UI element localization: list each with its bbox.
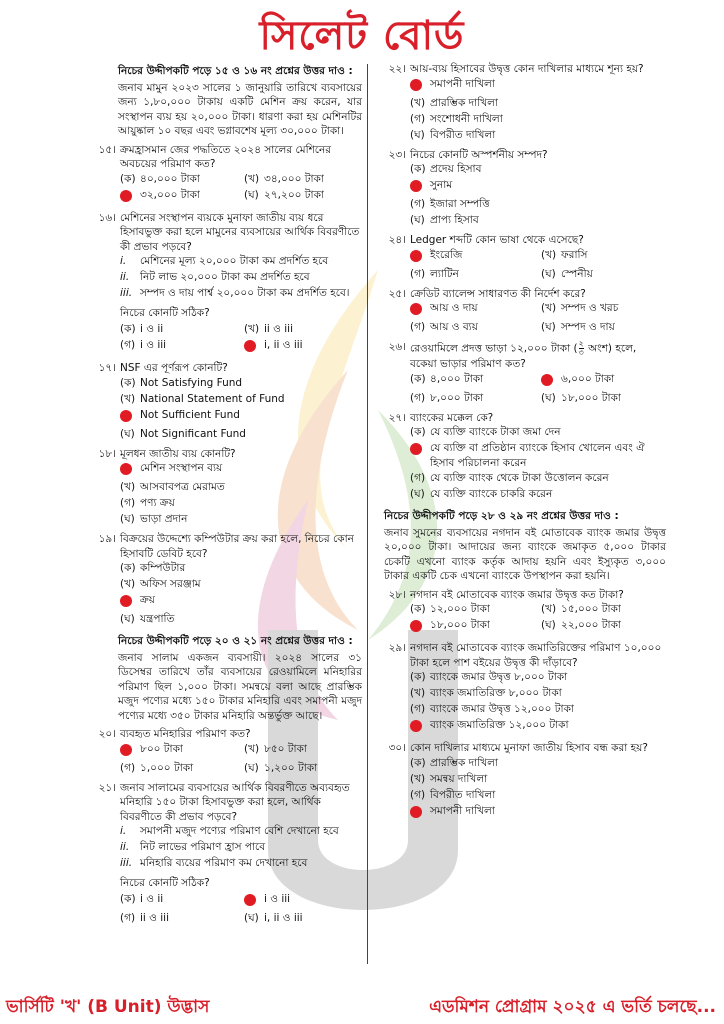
option-ga[interactable]: (গ) ইজারা সম্পত্তি bbox=[410, 198, 490, 210]
footer-brand: ভার্সিটি 'খ' (B Unit) উদ্ভাস bbox=[6, 997, 210, 1017]
question-number: ২৭। bbox=[388, 411, 406, 424]
option-gha[interactable]: (ঘ) বিপরীত দাখিলা bbox=[410, 128, 496, 141]
fraction: $\frac{২}{৩}$ bbox=[578, 339, 584, 357]
option-gha[interactable]: (ঘ) সম্পদ ও দায় bbox=[541, 321, 615, 333]
stimulus-intro: নিচের উদ্দীপকটি পড়ে ১৫ ও ১৬ নং প্রশ্নের উত্তর দাও : bbox=[118, 65, 353, 77]
answer-dot-icon bbox=[541, 374, 553, 386]
option-kha[interactable]: (খ) প্রারম্ভিক দাখিলা bbox=[410, 96, 498, 109]
option-kha[interactable]: (খ) অফিস সরঞ্জাম bbox=[120, 578, 201, 590]
page-title: সিলেট বোর্ড bbox=[259, 13, 465, 59]
question-text: নগদান বই মোতাবেক ব্যাংক জমাতিরিক্তের পরিমাণ ১০,০০০ টাকা হলে পাশ বইয়ের উদ্বৃত্ত কী দাঁড়াবে? bbox=[410, 642, 662, 669]
option-ka[interactable]: (ক) Not Satisfying Fund bbox=[120, 376, 243, 389]
question-text: ব্যবহৃত মনিহারির পরিমাণ কত? bbox=[120, 728, 251, 740]
option-ga[interactable]: (গ) ৮,০০০ টাকা bbox=[410, 391, 484, 404]
question-23 bbox=[374, 148, 666, 230]
option-kha[interactable]: (খ) সমন্বয় দাখিলা bbox=[410, 772, 488, 785]
option-ka[interactable]: (ক) প্রদেয় হিসাব bbox=[410, 163, 482, 175]
options bbox=[120, 892, 362, 927]
option-text: ৩২,০০০ টাকা bbox=[140, 188, 200, 201]
question-27 bbox=[374, 411, 666, 504]
question-21 bbox=[84, 781, 362, 928]
right-column bbox=[374, 62, 666, 823]
question-15 bbox=[84, 143, 362, 207]
option-ka[interactable]: ৮০০ টাকা bbox=[120, 742, 238, 761]
statement-i: i. সমাপনী মজুদ পণ্যের পরিমাণ বেশি দেখানো হবে bbox=[120, 825, 339, 837]
question-17 bbox=[84, 361, 362, 443]
question-30 bbox=[374, 741, 666, 823]
option-ga[interactable]: (গ) বিপরীত দাখিলা bbox=[410, 788, 496, 801]
options bbox=[410, 756, 666, 823]
question-number: ১৭। bbox=[98, 362, 116, 374]
option-kha[interactable]: (খ) National Statement of Fund bbox=[120, 392, 285, 405]
question-number: ১৫। bbox=[98, 143, 116, 156]
option-kha[interactable]: (খ) ব্যাংক জমাতিরিক্ত ৮,০০০ টাকা bbox=[410, 687, 562, 699]
question-28 bbox=[374, 588, 666, 638]
options bbox=[410, 425, 666, 503]
question-text: নিচের কোনটি অস্পর্শনীয় সম্পদ? bbox=[410, 148, 548, 161]
question-number: ৩০। bbox=[388, 742, 406, 754]
options bbox=[410, 248, 666, 283]
option-kha[interactable]: ৬,০০০ টাকা bbox=[541, 372, 666, 391]
option-ka[interactable]: (ক) ১২,০০০ টাকা bbox=[410, 603, 490, 615]
option-ka[interactable]: ইংরেজি bbox=[410, 248, 535, 267]
sub-question: নিচের কোনটি সঠিক? bbox=[120, 307, 210, 319]
option-text: ৪০,০০০ টাকা bbox=[140, 172, 200, 185]
option-label: (ক) bbox=[120, 172, 136, 185]
answer-dot-icon bbox=[120, 595, 132, 607]
question-number: ১৯। bbox=[98, 533, 116, 545]
stimulus-text: জনাব মামুন ২০২৩ সালের ১ জানুয়ারি তারিখে ব্যবসায়ের জন্য ১,৮০,০০০ টাকায় একটি মেশিন ক্রয় করেন, যার সংস্থাপন ব্যয় হয় ২০,০০০ টাকা। ধারণা করা হয় মেশিনটির আয়ুষ্কাল ১০ বছর এবং ভগ্নাবশেষ মূল্য ৩০,০০০ টাকা। bbox=[118, 81, 362, 137]
option-ga[interactable]: (গ) পণ্য ক্রয় bbox=[120, 497, 175, 509]
option-ka[interactable]: (ক) কম্পিউটার bbox=[120, 562, 186, 574]
option-gha[interactable]: i, ii ও iii bbox=[244, 338, 362, 357]
sub-question: নিচের কোনটি সঠিক? bbox=[120, 877, 210, 889]
question-text: জনাব সালামের ব্যবসায়ের আর্থিক বিবরণীতে অব্যবহৃত মনিহারি ১৫০ টাকা হিসাবভুক্ত করা হলে, আর্থিক বিবরণীতে কী প্রভাব পড়বে? bbox=[120, 781, 350, 823]
statement-i: i. মেশিনের মূল্য ২০,০০০ টাকা কম প্রদর্শিত হবে bbox=[120, 255, 329, 267]
question-text: কোন দাখিলার মাধ্যমে মুনাফা জাতীয় হিসাব বন্ধ করা হয়? bbox=[410, 742, 648, 754]
answer-dot-icon bbox=[410, 720, 422, 732]
answer-dot-icon bbox=[244, 894, 256, 906]
question-number: ২৯। bbox=[388, 642, 406, 654]
option-ga[interactable]: (গ) ১,০০০ টাকা bbox=[120, 761, 194, 774]
question-19 bbox=[84, 532, 362, 628]
options bbox=[410, 670, 666, 737]
stimulus-intro: নিচের উদ্দীপকটি পড়ে ২৮ ও ২৯ নং প্রশ্নের উত্তর দাও : bbox=[384, 510, 619, 522]
question-number: ২২। bbox=[388, 63, 406, 75]
answer-dot-icon bbox=[410, 180, 422, 192]
answer-dot-icon bbox=[410, 303, 422, 315]
question-text: ক্রেডিট ব্যালেন্স সাধারণত কী নির্দেশ করে? bbox=[410, 287, 586, 300]
question-16 bbox=[84, 211, 362, 358]
option-ga[interactable]: (গ) আয় ও ব্যয় bbox=[410, 321, 478, 333]
option-label: (ঘ) bbox=[244, 188, 259, 201]
question-number: ১৮। bbox=[98, 447, 116, 460]
question-number: ২৫। bbox=[388, 287, 406, 300]
option-gha[interactable]: (ঘ) স্পেনীয় bbox=[541, 267, 593, 280]
column-divider bbox=[367, 64, 368, 964]
options bbox=[120, 742, 362, 777]
footer-admission-note: এডমিশন প্রোগ্রাম ২০২৫ এ ভর্তি চলছে... bbox=[429, 997, 716, 1017]
answer-dot-icon bbox=[410, 620, 422, 632]
option-ka[interactable]: (ক) i ও ii bbox=[120, 323, 164, 335]
option-ga[interactable]: (গ) যে ব্যক্তি ব্যাংক থেকে টাকা উত্তোলন করেন bbox=[410, 472, 609, 484]
answer-dot-icon bbox=[410, 443, 422, 455]
answer-dot-icon bbox=[120, 190, 132, 202]
option-kha[interactable]: (খ) সম্পদ ও খরচ bbox=[541, 302, 619, 314]
option-gha[interactable]: (ঘ) প্রাপ্য হিসাব bbox=[410, 214, 479, 226]
question-text: আয়-ব্যয় হিসাবের উদ্বৃত্ত কোন দাখিলার মাধ্যমে শূন্য হয়? bbox=[410, 63, 644, 75]
question-20 bbox=[84, 727, 362, 777]
question-number: ২৮। bbox=[388, 588, 406, 601]
option-ga[interactable]: (গ) i ও iii bbox=[120, 339, 167, 351]
option-ga[interactable]: (গ) সংশোধনী দাখিলা bbox=[410, 112, 503, 125]
answer-dot-icon bbox=[410, 806, 422, 818]
statement-iii: iii. সম্পদ ও দায় পার্শ্ব ২০,০০০ টাকা কম প্রদর্শিত হবে। bbox=[120, 287, 350, 299]
question-text: মূলধন জাতীয় ব্যয় কোনটি? bbox=[120, 447, 236, 460]
option-ga[interactable]: ১৮,০০০ টাকা bbox=[410, 618, 535, 637]
question-number: ২৬। bbox=[388, 341, 406, 353]
option-ka[interactable] bbox=[120, 172, 238, 188]
option-kha[interactable]: সুনাম bbox=[410, 178, 666, 197]
question-text: বিক্রয়ের উদ্দেশ্যে কম্পিউটার ক্রয় করা হলে, নিচের কোন হিসাবটি ডেবিট হবে? bbox=[120, 533, 354, 560]
option-gha[interactable]: (ঘ) যন্ত্রপাতি bbox=[120, 613, 175, 625]
question-number: ২০। bbox=[98, 728, 116, 740]
options bbox=[410, 602, 666, 637]
answer-dot-icon bbox=[410, 79, 422, 91]
option-gha[interactable]: (ঘ) i, ii ও iii bbox=[244, 912, 303, 924]
question-18 bbox=[84, 447, 362, 529]
option-ga[interactable]: ক্রয় bbox=[120, 593, 362, 612]
options bbox=[120, 322, 362, 357]
answer-dot-icon bbox=[244, 340, 256, 352]
option-ga[interactable]: Not Sufficient Fund bbox=[120, 408, 362, 427]
option-gha[interactable]: (ঘ) ১৮,০০০ টাকা bbox=[541, 391, 621, 404]
option-gha[interactable]: (ঘ) ২২,০০০ টাকা bbox=[541, 619, 621, 631]
options bbox=[120, 172, 362, 207]
stimulus-text: জনাব সালাম একজন ব্যবসায়ী। ২০২৪ সালের ৩১ ডিসেম্বর তারিখে তাঁর ব্যবসায়ের রেওয়ামিলে মনিহারির পরিমাণ ছিল ১,০০০ টাকা। সমন্বয়ে বলা আছে প্রারম্ভিক মজুদ পণ্যের মধ্যে ১৫০ টাকার মনিহারি এবং সমাপনী মজুদ পণ্যের মধ্যে ৩৫০ টাকার মনিহারি অন্তর্ভুক্ত আছে। bbox=[118, 651, 362, 722]
answer-dot-icon bbox=[120, 744, 132, 756]
option-gha[interactable]: (ঘ) যে ব্যক্তি ব্যাংকে চাকরি করেন bbox=[410, 488, 553, 500]
options bbox=[410, 77, 666, 144]
options bbox=[410, 301, 666, 336]
statements bbox=[120, 824, 362, 872]
question-number: ২১। bbox=[98, 781, 116, 794]
question-number: ২৩। bbox=[388, 148, 406, 161]
statement-iii: iii. মনিহারি ব্যয়ের পরিমাণ কম দেখানো হবে bbox=[120, 857, 308, 869]
option-text: ২৭,২০০ টাকা bbox=[264, 188, 324, 201]
option-ka[interactable]: (ক) প্রারম্ভিক দাখিলা bbox=[410, 756, 498, 769]
option-text: ৩৪,০০০ টাকা bbox=[264, 172, 324, 185]
option-kha[interactable]: i ও iii bbox=[244, 892, 362, 911]
statements bbox=[120, 254, 362, 302]
stimulus-text: জনাব সুমনের ব্যবসায়ের নগদান বই মোতাবেক ব্যাংক জমার উদ্বৃত্ত ২০,০০০ টাকা। আদায়ের জন্য ব্যাংকে জমাকৃত ৫,০০০ টাকার চেকটি এখনো ব্যাংক কর্তৃক আদায় হয়নি এবং ইস্যুকৃত ৩,০০০ টাকার একটি চেক এখনো ব্যাংকে উপস্থাপন করা হয়নি। bbox=[384, 526, 666, 582]
left-column bbox=[84, 62, 362, 927]
question-22 bbox=[374, 62, 666, 144]
option-ka[interactable]: আয় ও দায় bbox=[410, 301, 535, 320]
option-ka[interactable]: (ক) যে ব্যক্তি ব্যাংকে টাকা জমা দেন bbox=[410, 426, 561, 438]
answer-dot-icon bbox=[410, 250, 422, 262]
option-ga[interactable]: (গ) ব্যাংকে জমার উদ্বৃত্ত ১২,০০০ টাকা bbox=[410, 703, 574, 715]
option-ka[interactable]: সমাপনী দাখিলা bbox=[410, 77, 666, 96]
option-gha[interactable]: সমাপনী দাখিলা bbox=[410, 804, 666, 823]
question-text: ক্রমহ্রাসমান জের পদ্ধতিতে ২০২৪ সালের মেশিনের অবচয়ের পরিমাণ কত? bbox=[120, 143, 332, 170]
option-kha[interactable]: (খ) আসবাবপত্র মেরামত bbox=[120, 481, 225, 493]
option-kha[interactable]: (খ) ফরাসি bbox=[541, 248, 588, 261]
option-ga[interactable] bbox=[120, 188, 238, 207]
option-kha[interactable] bbox=[244, 172, 362, 188]
question-text: রেওয়ামিলে প্রদত্ত ভাড়া ১২,০০০ টাকা ( $\frac{২}{৩}$ অংশ) হলে, বকেয়া ভাড়ার পরিমাণ কত? bbox=[410, 339, 637, 370]
answer-dot-icon bbox=[120, 410, 132, 422]
option-kha[interactable]: (খ) ii ও iii bbox=[244, 323, 293, 335]
option-gha[interactable] bbox=[244, 188, 362, 207]
option-ka[interactable]: (ক) ৪,০০০ টাকা bbox=[410, 372, 484, 385]
option-gha[interactable]: (ঘ) ভাড়া প্রদান bbox=[120, 513, 188, 525]
options bbox=[120, 461, 362, 528]
question-text: NSF এর পূর্ণরূপ কোনটি? bbox=[120, 362, 228, 374]
options bbox=[120, 561, 362, 628]
option-ka[interactable]: (ক) ব্যাংকে জমার উদ্বৃত্ত ৮,০০০ টাকা bbox=[410, 671, 568, 683]
stimulus-intro: নিচের উদ্দীপকটি পড়ে ২০ ও ২১ নং প্রশ্নের উত্তর দাও : bbox=[118, 635, 353, 647]
option-gha[interactable]: ব্যাংক জমাতিরিক্ত ১২,০০০ টাকা bbox=[410, 718, 666, 737]
option-gha[interactable]: (ঘ) ১,২০০ টাকা bbox=[244, 761, 318, 774]
answer-dot-icon bbox=[120, 463, 132, 475]
question-29 bbox=[374, 641, 666, 737]
question-text: মেশিনের সংস্থাপন ব্যয়কে মুনাফা জাতীয় ব্যয় ধরে হিসাবভুক্ত করা হলে মামুনের ব্যবসায়ের আর্থিক বিবরণীতে কী প্রভাব পড়বে? bbox=[120, 211, 360, 253]
option-ka[interactable]: (ক) i ও ii bbox=[120, 893, 164, 905]
option-ga[interactable]: (গ) ল্যাটিন bbox=[410, 267, 459, 280]
option-label: (খ) bbox=[244, 172, 260, 185]
statement-ii: ii. নিট লাভের পরিমাণ হ্রাস পাবে bbox=[120, 841, 266, 853]
question-text: ব্যাংকের মক্কেল কে? bbox=[410, 411, 494, 424]
option-ka[interactable]: মেশিন সংস্থাপন ব্যয় bbox=[120, 461, 362, 480]
question-24 bbox=[374, 233, 666, 283]
question-number: ২৪। bbox=[388, 234, 406, 246]
statement-ii: ii. নিট লাভ ২০,০০০ টাকা কম প্রদর্শিত হবে bbox=[120, 271, 310, 283]
question-26 bbox=[374, 340, 666, 407]
question-text: নগদান বই মোতাবেক ব্যাংক জমার উদ্বৃত্ত কত টাকা? bbox=[410, 588, 624, 601]
question-text: Ledger শব্দটি কোন ভাষা থেকে এসেছে? bbox=[410, 234, 584, 246]
option-ga[interactable]: (গ) ii ও iii bbox=[120, 912, 169, 924]
question-25 bbox=[374, 287, 666, 337]
option-kha[interactable]: (খ) ১৫,০০০ টাকা bbox=[541, 603, 621, 615]
option-kha[interactable]: যে ব্যক্তি বা প্রতিষ্ঠান ব্যাংকে হিসাব খোলেন এবং ঐ হিসাব পরিচালনা করেন bbox=[410, 441, 666, 471]
options bbox=[410, 372, 666, 407]
question-number: ১৬। bbox=[98, 211, 116, 224]
option-kha[interactable]: (খ) ৮৫০ টাকা bbox=[244, 742, 307, 755]
options bbox=[120, 376, 362, 443]
option-gha[interactable]: (ঘ) Not Significant Fund bbox=[120, 427, 246, 440]
options bbox=[410, 162, 666, 229]
